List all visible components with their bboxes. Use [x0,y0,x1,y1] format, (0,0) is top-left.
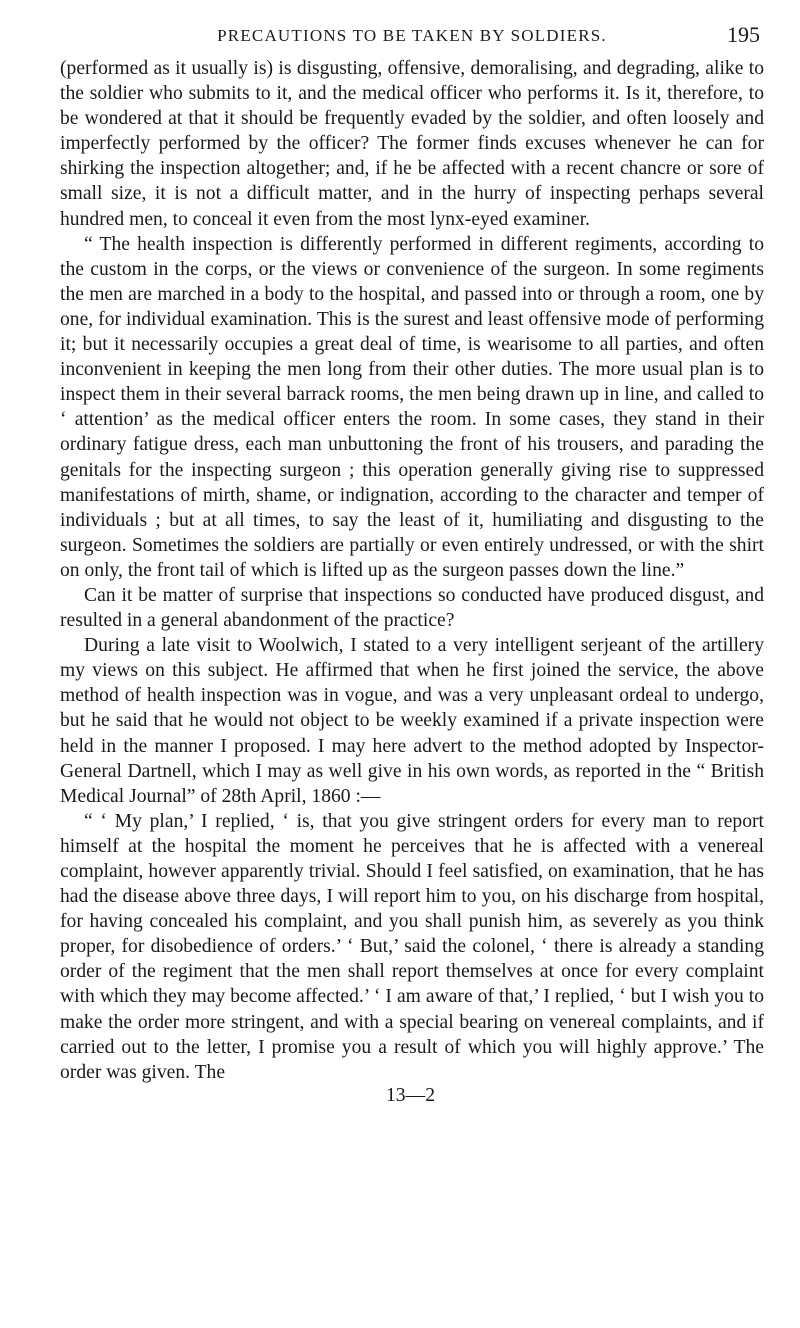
page-header [60,22,764,56]
book-page [60,22,764,1312]
paragraph-continued: (performed as it usually is) is disgusting, offensive, demoralising, and degrading, alike to the soldier who submits to it, and the medical officer who performs it. Is it, therefore, to be wondered at that it should be frequently evaded by the soldier, and often loosely and imperfectly performed by the officer? The former finds excuses whenever he can for shirking the inspection altogether; and, if he be affected with a recent chancre or sore of small size, it is not a difficult matter, and in the hurry of inspecting perhaps several hundred men, to conceal it even from the most lynx-eyed examiner. [60,58,764,230]
signature-mark: 13—2 [386,1084,435,1106]
body-text [60,56,764,1085]
running-title: PRECAUTIONS TO BE TAKEN BY SOLDIERS. [217,26,607,45]
paragraph-woolwich-visit: During a late visit to Woolwich, I stated to a very intelligent serjeant of the artillery my views on this subject. He affirmed that when he first joined the service, the above method of health inspection was in vogue, and was a very unpleasant ordeal to undergo, but he said that he would not object to be weekly examined if a private inspection were held in the manner I proposed. I may here advert to the method adopted by Inspector-General Dartnell, which I may as well give in his own words, as reported in the “ British Medical Journal” of 28th April, 1860 :— [60,635,764,807]
paragraph-question: Can it be matter of surprise that inspections so conducted have produced disgust, and resulted in a general abandonment of the practice? [60,584,764,632]
paragraph-dartnell-plan: “ ‘ My plan,’ I replied, ‘ is, that you give stringent orders for every man to report himself at the hospital the moment he perceives that he is affected with a venereal complaint, however apparently trivial. Should I feel satisfied, on examination, that he has had the disease above three days, I will report him to you, on his discharge from hospital, for having concealed his complaint, and you shall punish him, as severely as you think proper, for disobedience of orders.’ ‘ But,’ said the colonel, ‘ there is already a standing order of the regiment that the men shall report themselves at once for every complaint with which they may become affected.’ ‘ I am aware of that,’ I replied, ‘ but I wish you to make the order more stringent, and with a special bearing on venereal complaints, and if carried out to the letter, I promise you a result of which you will highly approve.’ The order was given. The [60,810,764,1083]
page-number: 195 [727,22,760,47]
paragraph-quote-health-inspection: “ The health inspection is differently performed in different regiments, according to the custom in the corps, or the views or convenience of the surgeon. In some regiments the men are marched in a body to the hospital, and passed into or through a room, one by one, for individual examination. This is the surest and least offensive mode of performing it; but it necessarily occupies a great deal of time, is wearisome to all parties, and often inconvenient in keeping the men long from their other duties. The more usual plan is to inspect them in their several barrack rooms, the men being drawn up in line, and called to ‘ attention’ as the medical officer enters the room. In some cases, they stand in their ordinary fatigue dress, each man unbuttoning the front of his trousers, and parading the genitals for the inspecting surgeon ; this operation generally giving rise to suppressed manifestations of mirth, shame, or indignation, according to the character and temper of individuals ; but at all times, to say the least of it, humiliating and disgusting to the surgeon. Sometimes the soldiers are partially or even entirely undressed, or with the shirt on only, the front tail of which is lifted up as the surgeon passes down the line.” [60,233,764,581]
